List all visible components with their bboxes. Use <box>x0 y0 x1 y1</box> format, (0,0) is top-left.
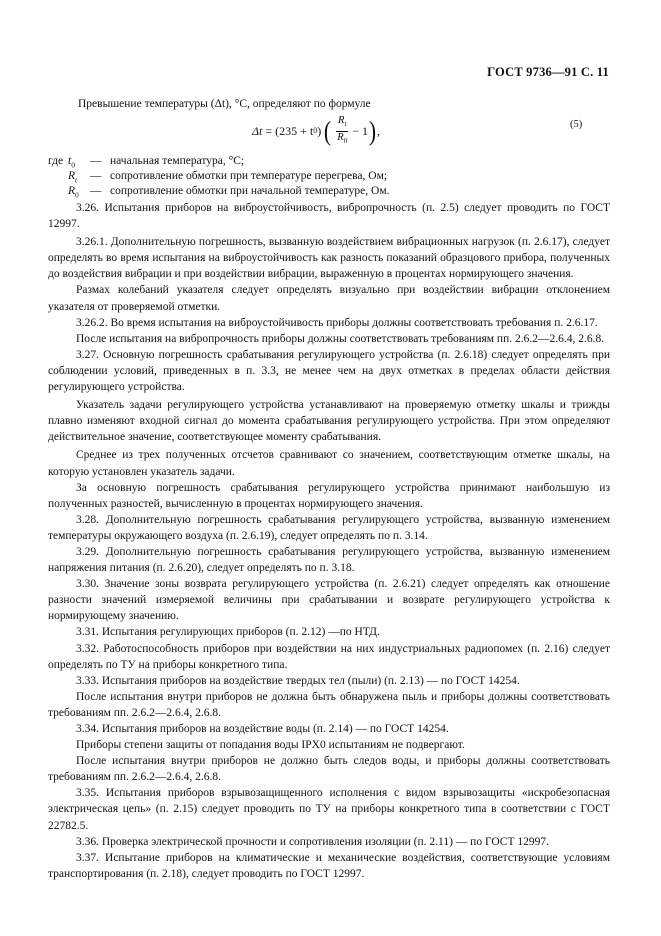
definition-row <box>48 169 608 184</box>
paragraph: Указатель задачи регулирующего устройства устанавливают на проверяемую отметку шкалы и трижды плавно изменяют входной сигнал до момента срабатывания регулирующего устройства. При этом определяют действительное значение, соответствующее моменту срабатывания. <box>48 399 610 444</box>
definition-dash: — <box>90 170 102 182</box>
definition-text: сопротивление обмотки при начальной температуре, Ом. <box>110 185 390 197</box>
paragraph: 3.31. Испытания регулирующих приборов (п. 2.12) —по НТД. <box>76 626 380 639</box>
definition-text: сопротивление обмотки при температуре перегрева, Ом; <box>110 170 388 182</box>
paragraph: 3.33. Испытания приборов на воздействие твердых тел (пыли) (п. 2.13) — по ГОСТ 14254. <box>76 674 520 687</box>
definition-text: начальная температура, °С; <box>110 155 245 167</box>
formula-fraction <box>335 115 349 146</box>
formula-equals: = <box>265 123 273 138</box>
formula-num-sub: t <box>344 120 347 129</box>
definition-symbol-sub: t <box>75 175 78 185</box>
paragraph: Среднее из трех полученных отсчетов сравнивают со значением, соответствующим отметке шкалы, на которую установлен указатель задачи. <box>48 449 610 478</box>
paragraph: 3.34. Испытания приборов на воздействие воды (п. 2.14) — по ГОСТ 14254. <box>76 723 449 735</box>
formula-comma: , <box>376 123 380 138</box>
paragraph: После испытания внутри приборов не должно быть следов воды, и приборы должны соответствовать требованиям пп. 2.6.2—2.6.4, 2.6.8. <box>48 755 610 784</box>
formula-den: R <box>337 131 344 143</box>
definition-symbol: t <box>68 155 72 167</box>
page-header: ГОСТ 9736—91 С. 11 <box>487 65 609 79</box>
formula-number: (5) <box>570 119 583 130</box>
definition-symbol-sub: 0 <box>71 160 75 170</box>
temperature-formula: Δt = (235 + t 0 ) ( $\frac{R_t}{R_0}$ − 1 ) , <box>252 115 380 146</box>
paragraph: 3.26. Испытания приборов на виброустойчивость, вибропрочность (п. 2.5) следует проводить по ГОСТ 12997. <box>48 202 610 231</box>
definition-dash: — <box>90 155 102 167</box>
formula-minus-one: − 1 <box>352 123 368 138</box>
definition-lead <box>48 169 68 184</box>
paragraph: 3.30. Значение зоны возврата регулирующего устройства (п. 2.6.21) следует определять как отношение разности значений измеряемой величины при срабатывании и возврате регулирующего устройства к нормирующему значению. <box>48 578 610 623</box>
paragraph: 3.32. Работоспособность приборов при воздействии на них индустриальных радиопомех (п. 2.16) следует определять по ТУ на приборы конкретного типа. <box>48 642 610 671</box>
formula-term-sub: 0 <box>313 125 318 135</box>
paragraph: 3.26.2. Во время испытания на виброустойчивость приборы должны соответствовать требования п. 2.6.17. <box>76 316 598 329</box>
paragraph: 3.27. Основную погрешность срабатывания регулирующего устройства (п. 2.6.18) следует определять при соблюдении условий, приведенных в п. 3.3, не менее чем на двух отметках в пределах области действия регулирующего устройства. <box>48 348 610 394</box>
paragraph: 3.29. Дополнительную погрешность срабатывания регулирующего устройства, вызванную изменением напряжения питания (п. 2.6.20), следует определять по п. 3.18. <box>48 545 610 575</box>
definition-row <box>48 184 608 199</box>
paragraph: Приборы степени защиты от попадания воды IPX0 испытаниям не подвергают. <box>76 739 465 752</box>
formula-term-close: ) <box>317 123 322 138</box>
symbol-definitions <box>48 154 608 199</box>
definition-symbol: R <box>68 170 76 182</box>
definition-lead: где <box>48 155 64 167</box>
formula-intro: Превышение температуры (Δt), °С, определяют по формуле <box>78 98 371 110</box>
formula-den-sub: 0 <box>343 136 348 145</box>
body-text <box>48 200 610 882</box>
definition-symbol: R <box>68 185 76 197</box>
formula-num: R <box>338 115 345 127</box>
definition-symbol-sub: 0 <box>75 190 79 200</box>
paragraph: 3.35. Испытания приборов взрывозащищенного исполнения с видом взрывозащиты «искробезопасная электрическая цепь» (п. 2.15) следует проводить по ТУ на приборы конкретного типа в соответствии с ГОСТ 22782.5. <box>48 787 610 832</box>
paragraph: Размах колебаний указателя следует определять визуально при воздействии вибрации отклонением указателя от проверяемой отметки. <box>48 284 610 313</box>
paragraph: После испытания на вибропрочность приборы должны соответствовать требованиям пп. 2.6.2—2.6.4, 2.6.8. <box>76 332 605 345</box>
paragraph: 3.37. Испытание приборов на климатические и механические воздействия, соответствующие условиям транспортирования (п. 2.18), следует проводить по ГОСТ 12997. <box>48 851 610 880</box>
definition-dash: — <box>90 185 102 197</box>
paragraph: 3.28. Дополнительную погрешность срабатывания регулирующего устройства, вызванную изменением температуры окружающего воздуха (п. 2.6.19), следует определять по п. 3.14. <box>48 513 610 542</box>
formula-term: (235 + t <box>275 123 314 138</box>
paragraph: 3.26.1. Дополнительную погрешность, вызванную воздействием вибрационных нагрузок (п. 2.6.17), следует определять во время испытания на виброустойчивость как разность показаний образцового прибора, полученных до воздействия вибрации и при воздействии вибрации, выраженную в процентах нормирующего значения. <box>48 236 610 281</box>
paragraph: После испытания внутри приборов не должна быть обнаружена пыль и приборы должны соответствовать требованиям пп. 2.6.2—2.6.4, 2.6.8. <box>48 690 610 719</box>
formula-lhs: Δt <box>252 123 263 138</box>
definition-lead <box>48 184 68 199</box>
paragraph: За основную погрешность срабатывания регулирующего устройства принимают наибольшую из полученных разностей, вычисленную в процентах нормирующего значения. <box>48 481 610 510</box>
paragraph: 3.36. Проверка электрической прочности и сопротивления изоляции (п. 2.11) — по ГОСТ 12997. <box>76 835 549 848</box>
definition-row <box>48 154 608 169</box>
